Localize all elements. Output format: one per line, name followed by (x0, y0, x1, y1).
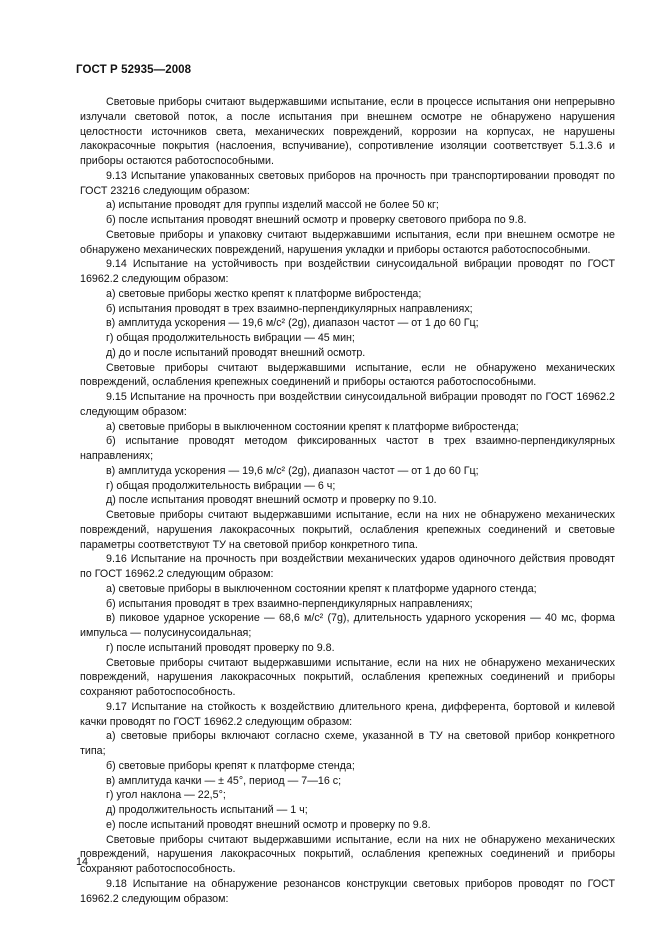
paragraph: в) пиковое ударное ускорение — 68,6 м/с² (7g), длительность ударного ускорения — 40 мс, форма импульса — полусинусоидальная; (80, 612, 615, 639)
paragraph: д) до и после испытаний проводят внешний осмотр. (106, 346, 366, 359)
paragraph: г) общая продолжительность вибрации — 6 ч; (106, 479, 336, 492)
paragraph: а) световые приборы в выключенном состоянии крепят к платформе ударного стенда; (106, 582, 537, 595)
paragraph: 9.14 Испытание на устойчивость при воздействии синусоидальной вибрации проводят по ГОСТ 16962.2 следующим образом: (80, 258, 615, 285)
paragraph: е) после испытаний проводят внешний осмотр и проверку по 9.8. (106, 818, 431, 831)
paragraph: в) амплитуда ускорения — 19,6 м/с² (2g), диапазон частот — от 1 до 60 Гц; (106, 317, 479, 330)
paragraph: 9.16 Испытание на прочность при воздействии механических ударов одиночного действия проводят по ГОСТ 16962.2 следующим образом: (80, 553, 615, 580)
paragraph: в) амплитуда ускорения — 19,6 м/с² (2g), диапазон частот — от 1 до 60 Гц; (106, 464, 479, 477)
paragraph: б) световые приборы крепят к платформе стенда; (106, 759, 355, 772)
paragraph: б) испытания проводят в трех взаимно-перпендикулярных направлениях; (106, 302, 473, 315)
paragraph: б) после испытания проводят внешний осмотр и проверку светового прибора по 9.8. (106, 214, 527, 226)
paragraph: г) общая продолжительность вибрации — 45 мин; (106, 332, 355, 344)
paragraph: 9.17 Испытание на стойкость к воздействию длительного крена, дифферента, бортовой и килевой качки проводят по ГОСТ 16962.2 следующим образом: (80, 700, 615, 728)
paragraph: а) световые приборы включают согласно схеме, указанной в ТУ на световой прибор конкретного типа; (80, 730, 615, 757)
paragraph: 9.15 Испытание на прочность при воздействии синусоидальной вибрации проводят по ГОСТ 16962.2 следующим образом: (80, 391, 615, 418)
paragraph: 9.18 Испытание на обнаружение резонансов конструкции световых приборов проводят по ГОСТ 16962.2 следующим образом: (80, 877, 615, 905)
paragraph: Световые приборы считают выдержавшими испытание, если в процессе испытания они непрерывно излучали световой поток, а после испытания при внешнем осмотре не обнаружено нарушения целостности источников света, механических повреждений, коррозии на корпусах, не нарушены лакокрасочные покрытия (наслоения, вспучивание), сопротивление изоляции соответствует 5.1.3.6 и приборы остаются работоспособными. (80, 96, 615, 167)
document-body (80, 95, 615, 906)
paragraph: 9.13 Испытание упакованных световых приборов на прочность при транспортировании проводят по ГОСТ 23216 следующим образом: (80, 169, 615, 197)
paragraph: б) испытания проводят в трех взаимно-перпендикулярных направлениях; (106, 597, 473, 610)
document-header: ГОСТ Р 52935—2008 (76, 64, 192, 76)
paragraph: г) после испытаний проводят проверку по 9.8. (106, 641, 335, 654)
paragraph: Световые приборы и упаковку считают выдержавшими испытания, если при внешнем осмотре не обнаружено механических повреждений, нарушения укладки и приборы остаются работоспособными. (80, 228, 615, 256)
paragraph: а) световые приборы в выключенном состоянии крепят к платформе вибростенда; (106, 420, 519, 433)
paragraph: Световые приборы считают выдержавшими испытание, если на них не обнаружено механических повреждений, нарушения лакокрасочных покрытий, ослабления крепежных соединений и приборы сохраняют работоспособность. (80, 833, 615, 875)
paragraph: Световые приборы считают выдержавшими испытание, если не обнаружено механических повреждений, ослабления крепежных соединений и приборы остаются работоспособными. (80, 361, 615, 389)
paragraph: а) испытание проводят для группы изделий массой не более 50 кг; (106, 199, 439, 212)
paragraph: Световые приборы считают выдержавшими испытание, если на них не обнаружено механических повреждений, нарушения лакокрасочных покрытий, ослабления крепежных соединений и приборы сохраняют работоспособность. (80, 656, 615, 698)
paragraph: а) световые приборы жестко крепят к платформе вибростенда; (106, 287, 422, 300)
paragraph: Световые приборы считают выдержавшими испытание, если на них не обнаружено механических повреждений, нарушения лакокрасочных покрытий, ослабления крепежных соединений и световые параметры соответствуют ТУ на световой прибор конкретного типа. (80, 509, 615, 551)
paragraph: д) после испытания проводят внешний осмотр и проверку по 9.10. (106, 494, 437, 507)
paragraph: в) амплитуда качки — ± 45°, период — 7—16 с; (106, 774, 342, 787)
paragraph: б) испытание проводят методом фиксированных частот в трех взаимно-перпендикулярных направлениях; (80, 435, 615, 462)
paragraph: д) продолжительность испытаний — 1 ч; (106, 804, 308, 816)
paragraph: г) угол наклона — 22,5°; (106, 789, 226, 802)
page-number: 14 (76, 856, 88, 868)
